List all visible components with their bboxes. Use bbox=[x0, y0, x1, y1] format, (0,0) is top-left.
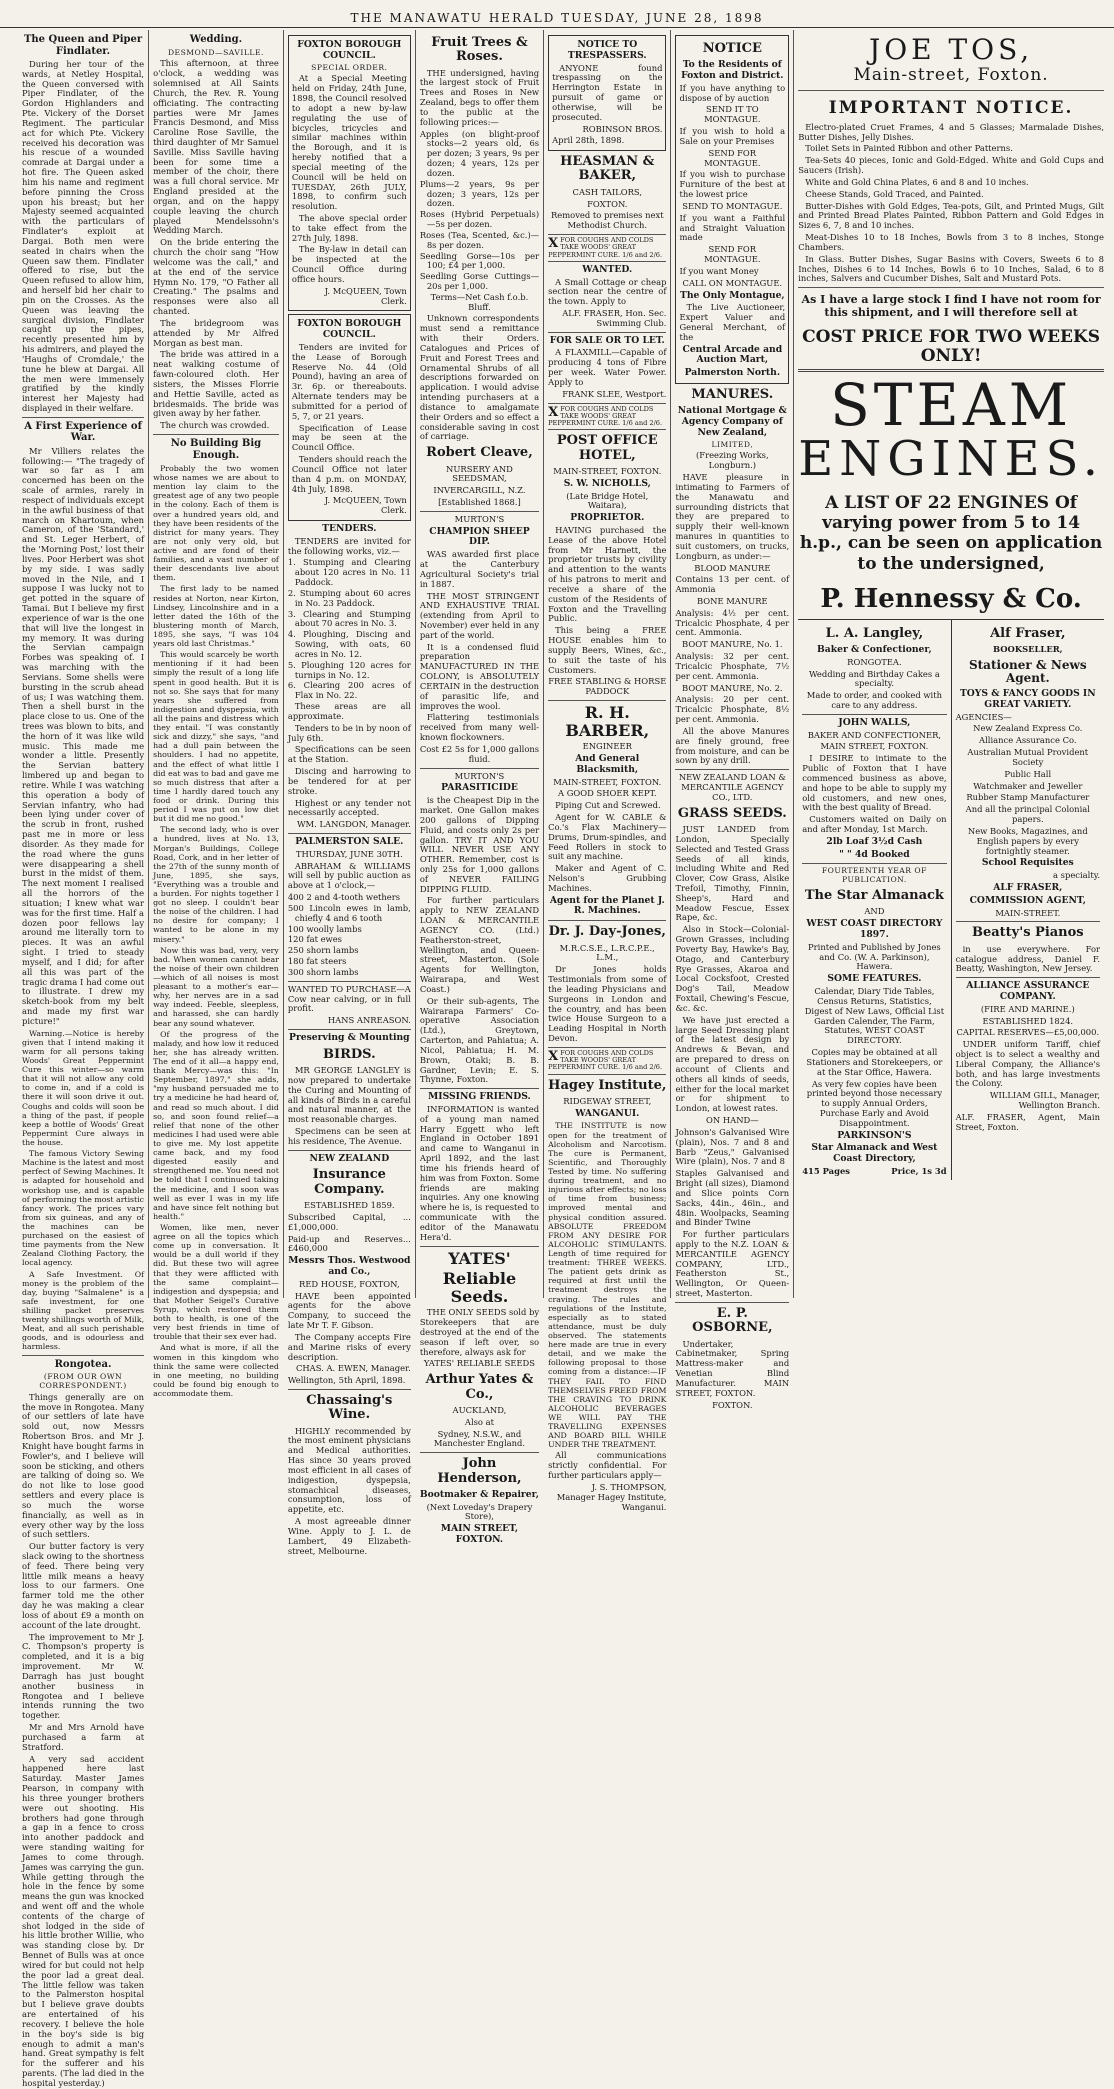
advert-day-jones: Dr. J. Day-Jones, M.R.C.S.E., L.R.C.P.E., L.M., Dr Jones holds Testimonials from some of the leading Physicians and Surgeons in London and the country, and has been twice House Surgeon to a Leading Hospital in North Devon. bbox=[548, 924, 667, 1043]
article-text: The second lady, who is over a hundred, lives at No. 13, Morgan's Buildings, College Road, Cork, and in her letter of the 27th of the sunny month of June, 1895, she says, "Everything was a trouble and a burden. For nights together I got no sleep. I couldn't bear the noise of the children. I had no desire for company; I wanted to be alone in my misery." bbox=[153, 825, 279, 944]
column-4 bbox=[415, 30, 543, 1545]
advert-flaxmill: FOR SALE OR TO LET. A FLAXMILL—Capable of producing 4 tons of Fibre per week. Water Power. Apply to FRANK SLEE, Westport. bbox=[548, 334, 667, 399]
column-5 bbox=[543, 30, 670, 1512]
list-item: 400 2 and 4-tooth wethers bbox=[287, 892, 401, 903]
list-item: Rubber Stamp Manufacturer bbox=[966, 792, 1090, 803]
list-item: 3. Clearing and Stumping about 70 acres in No. 3. bbox=[287, 608, 411, 629]
advert-wanted-cottage: WANTED. A Small Cottage or cheap section near the centre of the town. Apply to ALF. FRASER, Hon. Sec. Swimming Club. bbox=[548, 263, 667, 328]
list-item: Seedling Gorse Cuttings—20s per 1,000. bbox=[419, 271, 540, 291]
advert-borough-tenders: FOXTON BOROUGH COUNCIL. Tenders are invited for the Lease of Borough Reserve No. 44 (Old Pound), having an area of 3r. 6p. or thereabouts. Alternate tenders may be submitted for a period of 5, 7, or 21 years. Specification of Lease may be seen at the Council Office. Tenders should reach the Council Office not later than 4 p.m. on MONDAY, 4th July, 1898. J. McQUEEN, Town Clerk. bbox=[288, 314, 411, 521]
article-text: Mr and Mrs Arnold have purchased a farm at Stratford. bbox=[22, 1722, 145, 1752]
advert-joe-tos: JOE TOS, Main-street, Foxton. IMPORTANT NOTICE. Electro-plated Cruet Frames, 4 and 5 Glasses; Marmalade Dishes, Butter Dishes, Jelly Dishes. Toilet Sets in Painted Ribbon and other Patterns. Tea-Sets 40 pieces, Ionic and Gold-Edged. White and Gold Cups and Saucers (Irish). White and Gold China Plates, 6 and 8 and 10 inches. Cheese Stands, Gold Traced, and Painted. Butter-Dishes with Gold Edges, Tea-pots, Gilt, and Printed Mugs, Gilt and Printed Bread Plates Painted, Ribbon Pattern and Gold Edges in Sizes 6, 7, 8 and 10 inches. Meat-Dishes 10 to 18 Inches, Bowls from 3 to 8 inches, Stonge Chambers. In Glass. Butter Dishes, Sugar Basins with Covers, Sweets 6 to 8 Inches, Dishes 6 to 14 Inches, Bowls 6 to 10 Inches, Salad, 6 to 8 inches, Salvers and Cucumber Dishes, Salt and Mustard Pots. As I have a large stock I find I have not room for this shipment, and I will therefore sell at COST PRICE FOR TWO WEEKS ONLY! bbox=[798, 33, 1104, 366]
advert-missing-friends: MISSING FRIENDS. INFORMATION is wanted of a young man named Harry Eggett who left England in October 1891 and came to Wanganui in April 1892, and the last time his friends heard of him was from Foxton. Some friends are making inquiries. Any one knowing where he is, is requested to communicate with the editor of the Manawatu Hera'd. bbox=[419, 1091, 540, 1242]
advert-wine: Chassaing's Wine. HIGHLY recommended by the most eminent physicians and Medical authorities. Has since 30 years proved most efficient in all cases of indigestion, dyspepsia, stomachical diseases, consumption, loss of appetite, etc. A most agreeable dinner Wine. Apply to J. L. de Lambert, 49 Elizabeth-street, Melbourne. bbox=[287, 1393, 411, 1556]
article-text: The first lady to be named resides at Norton, near Kirton, Lindsey, Lincolnshire and in a letter dated the 16th of the blustering month of March, 1895, she says, "I was 104 years old last Christmas." bbox=[153, 584, 279, 649]
article-text: This afternoon, at three o'clock, a wedding was solemnised at All Saints Church, the Rev. R. Young officiating. The contracting parties were Mr James Francis Desmond, and Miss Caroline Rose Saville, the third daughter of Mr Samuel Saville. Miss Saville having been for some time a member of the choir, there was a full choral service. Mr England presided at the organ, and on the happy couple leaving the church played Mendelssohn's Wedding March. bbox=[153, 58, 279, 236]
list-item: 6. Clearing 200 acres of Flax in No. 22. bbox=[287, 680, 411, 701]
article-text: A very sad accident happened here last Saturday. Master James Pearson, in company with his three younger brothers were out shooting. His brothers had gone through a gap in a fence to cross into another paddock and were standing waiting for James to come through. James was carrying the gun. While getting through the hole in the fence by some means the gun was knocked and went off and the whole contents of the charge of shot lodged in the side of his little brother Willie, who was standing close by. Dr Bennet of Bulls was at once wired for but could not help the poor lad a great deal. The little fellow was taken to the Palmerston hospital but I believe grave doubts are entertained of his recovery. I believe the hole in the boy's side is big enough to admit a man's hand. Great sympathy is felt for the sufferer and his parents. (The lad died in the hospital yesterday.) bbox=[22, 1753, 145, 2088]
article-text: Of the progress of the malady, and how low it reduced her, she has already written. The end of it all—a happy end, thank Mercy—was this: "In September, 1897," she adds, "my husband persuaded me to try a medicine he had heard of, and read so much about. I did so, and soon found relief—a relief that none of the other medicines I had used were able to give me. My lost appetite came back, and my food digested easily and strengthened me. You need not be told that I continued taking the medicine, and I soon was well as ever I was in my life and have since felt nothing but health." bbox=[153, 1029, 279, 1221]
column-1 bbox=[22, 30, 148, 2088]
advert-osborne: E. P. OSBORNE, Undertaker, Cabinetmaker, Spring Mattress-maker and Venetian Blind Manufacturer. MAIN STREET, FOXTON. FOXTON. bbox=[675, 1305, 790, 1410]
advert-fruit-trees: Fruit Trees & Roses. THE undersigned, having the largest stock of Fruit Trees and Roses in New Zealand, begs to offer them to the public at the following prices:— Apples (on blight-proof stocks—2 years old, 6s per dozen; 3 years, 9s per dozen; 4 years, 12s per dozen. Plums—2 years, 9s per dozen; 3 years, 12s per dozen. Roses (Hybrid Perpetuals)—5s per dozen. Roses (Tea, Scented, &c.)—8s per dozen. Seedling Gorse—10s per 100; £4 per 1,000. Seedling Gorse Cuttings—20s per 1,000. Terms—Net Cash f.o.b. Bluff. Unknown correspondents must send a remittance with their Orders. Catalogues and Prices of Fruit and Forest Trees and Ornamental Shrubs of all descriptions forwarded on application. I would advise intending purchasers at a distance to amalgamate their Orders and so effect a considerable saving in cost of carriage. Robert Cleave, NURSERY AND SEEDSMAN, INVERCARGILL, N.Z. [Established 1868.] bbox=[419, 35, 540, 508]
article-text: Warning.—Notice is hereby given that I intend making it warm for all persons taking Woods' Great Peppermint Cure this winter—so warm that it will not allow any cold to come in, and if a cold is there it will soon drive it out. Coughs and colds will soon be a thing of the past, if people keep a bottle of Woods' Great Peppermint Cure always in the house. bbox=[22, 1028, 145, 1147]
column-2 bbox=[148, 30, 283, 1398]
list-item: 500 Lincoln ewes in lamb, chiefly 4 and 6 tooth bbox=[287, 902, 411, 923]
list-item: Seedling Gorse—10s per 100; £4 per 1,000. bbox=[419, 250, 540, 271]
article-text: The famous Victory Sewing Machine is the latest and most perfect of Sewing Machines. It is adapted for household and workshop use, and is capable of performing the most artistic fancy work. The prices vary from six guineas, and any of the machines can be purchased on the easiest of time payments from the New Zealand Clothing Factory, the local agency. bbox=[22, 1149, 145, 1268]
advert-manures: MANURES. National Mortgage & Agency Company of New Zealand, LIMITED, (Freezing Works, Longburn.) HAVE pleasure in intimating to Farmers of the Manawatu and surrounding districts that they are prepared to supply their well-known manures in quantities to suit customers, on trucks, Longburn, as under:— BLOOD MANURE Contains 13 per cent. of Ammonia BONE MANURE Analysis: 4½ per cent. Tricalcic Phosphate, 4 per cent. Ammonia. BOOT MANURE, No. 1. Analysis: 32 per cent. Tricalcic Phosphate, 7½ per cent. Ammonia. BOOT MANURE, No. 2. Analysis: 20 per cent. Tricalcic Phosphate, 8½ per cent. Ammonia. All the above Manures are finely ground, free from moisture, and can be sown by any drill. bbox=[675, 386, 790, 766]
list-item: Watchmaker and Jeweller bbox=[973, 780, 1083, 791]
article-title: No Building Big Enough. bbox=[170, 438, 262, 461]
peppermint-stripe: XFOR COUGHS AND COLDS TAKE WOODS' GREAT PEPPERMINT CURE. 1/6 and 2/6. bbox=[548, 1047, 666, 1075]
article-text: Our butter factory is very slack owing to the shortness of feed. There being very little milk means a heavy loss to our farmers. One farmer told me the other day he was making a clear loss of about £9 a month on account of the late drought. bbox=[22, 1541, 145, 1630]
column-7 bbox=[793, 30, 1104, 1298]
advert-post-office-hotel: POST OFFICE HOTEL, MAIN-STREET, FOXTON. S. W. NICHOLLS, (Late Bridge Hotel, Waitara), PROPRIETOR. HAVING purchased the Lease of the above Hotel from Mr Harnett, the proprietor trusts by civility and attention to the wants of his patrons to merit and receive a share of the custom of the Residents of Foxton and the Travelling Public. This being a FREE HOUSE enables him to supply Beers, Wines, &c., to suit the taste of his Customers. FREE STABLING & HORSE PADDOCK bbox=[548, 433, 667, 697]
list-item: Roses (Tea, Scented, &c.)—8s per dozen. bbox=[419, 229, 540, 250]
list-item: Roses (Hybrid Perpetuals)—5s per dozen. bbox=[419, 209, 540, 230]
masthead: THE MANAWATU HERALD TUESDAY, JUNE 28, 1898 bbox=[0, 0, 1114, 28]
article-text: The bride was attired in a neat walking costume of fawn-coloured cloth. Her sisters, the Misses Florrie and Hettie Saville, acted as bridesmaids. The bride was given away by her father. bbox=[153, 349, 279, 419]
article-text: And what is more, if all the women in this kingdom who think the same were collected in one meeting, no building could be found big enough to accommodate them. bbox=[153, 1343, 279, 1398]
list-item: 180 fat steers bbox=[287, 956, 347, 967]
article-title: The Queen and Piper Findlater. bbox=[23, 34, 143, 57]
list-item: New Zealand Express Co. bbox=[973, 723, 1083, 734]
peppermint-stripe: XFOR COUGHS AND COLDS TAKE WOODS' GREAT PEPPERMINT CURE. 1/6 and 2/6. bbox=[548, 403, 666, 431]
article-text: On the bride entering the church the choir sang "How welcome was the call," and at the end of the service Hymn No. 179, "O Father all Creating." The psalms and responses were also all chanted. bbox=[153, 237, 279, 317]
advert-barber: R. H. BARBER, ENGINEER And General Blacksmith, MAIN-STREET, FOXTON. A GOOD SHOER KEPT. Piping Cut and Screwed. Agent for W. CABLE & Co.'s Flax Machinery—Drums, Drum-spindles, and Feed Rollers in stock to suit any machine. Maker and Agent of C. Nelson's Grubbing Machines. Agent for the Planet J. R. Machines. bbox=[548, 703, 667, 917]
peppermint-stripe: XFOR COUGHS AND COLDS TAKE WOODS' GREAT PEPPERMINT CURE. 1/6 and 2/6. bbox=[548, 234, 666, 262]
article-text: This would scarcely be worth mentioning if it had been simply the result of a long life spent in good health. But it is not so. She says that for many years she suffered from indigestion and dyspepsia, with all the pains and distress which they entail. "I was constantly sick and dizzy," she says, "and had a dull pain between the shoulders. I had no appetite, and the effect of what little I did eat was to bad and gave me so much distress that after a time I hardly dared touch any food or drink. During this period I was put on low diet but it did me no good." bbox=[153, 650, 279, 824]
list-item: Apples (on blight-proof stocks—2 years old, 6s per dozen; 3 years, 9s per dozen; 4 years, 12s per dozen. bbox=[419, 128, 540, 178]
list-item: Alliance Assurance Co. bbox=[979, 735, 1077, 746]
lower-right-adverts: Alf Fraser, BOOKSELLER, Stationer & News Agent. TOYS & FANCY GOODS IN GREAT VARIETY. AGENCIES— New Zealand Express Co. Alliance Assurance Co. Australian Mutual Provident Society Public Hall Watchmaker and Jeweller Rubber Stamp Manufacturer And all the principal Colonial papers. New Books, Magazines, and English papers by every fortnightly steamer. School Requisites a specialty. ALF FRASER, COMMISSION AGENT, MAIN-STREET. Beatty's Pianos in use everywhere. For catalogue address, Daniel F. Beatty, Washington, New Jersey. ALLIANCE ASSURANCE COMPANY. (FIRE AND MARINE.) ESTABLISHED 1824. CAPITAL RESERVES—£5,00,000. UNDER uniform Tariff, chief object is to select a wealthy and Liberal Company, the Alliance's both, and has large investments the Colony. WILLIAM GILL, Manager, Wellington Branch. ALF. FRASER, Agent, Main Street, Foxton. bbox=[951, 620, 1104, 1180]
advert-birds: Preserving & Mounting BIRDS. MR GEORGE LANGLEY is now prepared to undertake the Curing and Mounting of all kinds of Birds in a careful and natural manner, at the most reasonable charges. Specimens can be seen at his residence, The Avenue. bbox=[287, 1032, 411, 1146]
article-text: The church was crowded. bbox=[160, 420, 270, 431]
article-text: Things generally are on the move in Rongotea. Many of our settlers of late have sold out, now Messrs Robertson Bros. and Mr J. Knight have bought farms in Fowler's, and I believe will soon be sticking, and others are talking of doing so. We do not like to lose good settlers and every place is so much the worse financially, as well as in every other way by the loss of such settlers. bbox=[22, 1391, 145, 1540]
list-item: 250 shorn lambs bbox=[287, 945, 359, 956]
advert-tailors: HEASMAN & BAKER, CASH TAILORS, FOXTON. Removed to premises next Methodist Church. bbox=[550, 154, 664, 231]
subheading: DESMOND—SAVILLE. bbox=[167, 47, 264, 57]
advert-trespassers: NOTICE TO TRESPASSERS. ANYONE found trespassing on the Herrington Estate in pursuit of game or otherwise, will be prosecuted. ROBINSON BROS. April 28th, 1898. bbox=[548, 35, 666, 151]
advert-borough-special-order: FOXTON BOROUGH COUNCIL. SPECIAL ORDER. At a Special Meeting held on Friday, 24th June, 1898, the Council resolved to adopt a new by-law regulating the use of bicycles, tricycles and similar machines within the Borough, and it is hereby notified that a special meeting of the Council will be held on TUESDAY, 26th JULY, 1898, to confirm such resolution. The above special order to take effect from the 27th July, 1898. The By-law in detail can be inspected at the Council Office during office hours. J. McQUEEN, Town Clerk. bbox=[288, 35, 411, 311]
list-item: 1. Stumping and Clearing about 120 acres in No. 11 Paddock. bbox=[287, 557, 411, 588]
list-item: Public Hall bbox=[1004, 768, 1052, 779]
article-text: The bridegroom was attended by Mr Alfred Morgan as best man. bbox=[153, 317, 279, 348]
article-text: Now this was bad, very, very bad. When women cannot bear the noise of their own children—which of all noises is most pleasant to a mother's ear—why, her nerves are in a sad way indeed. Feeble, sleepless, and harassed, she can hardly bear any sound whatever. bbox=[153, 945, 279, 1028]
article-title: Wedding. bbox=[189, 34, 243, 45]
advert-steam-engines: STEAM ENGINES. A LIST OF 22 ENGINES Of varying power from 5 to 14 h.p., can be seen on application to the undersigned, P. Hennessy & Co. bbox=[798, 371, 1104, 615]
lower-adverts bbox=[798, 619, 1104, 1180]
column-6 bbox=[670, 30, 793, 1410]
advert-insurance: NEW ZEALAND Insurance Company. ESTABLISHED 1859. Subscribed Capital, ... £1,000,000. Paid-up and Reserves... £460,000 Messrs Thos. Westwood and Co., RED HOUSE, FOXTON, HAVE been appointed agents for the above Company, to succeed the late Mr T. F. Gibson. The Company accepts Fire and Marine risks of every description. CHAS. A. EWEN, Manager. Wellington, 5th April, 1898. bbox=[287, 1152, 411, 1386]
advert-hagey-institute: Hagey Institute, RIDGEWAY STREET, WANGANUI. THE INSTITUTE is now open for the treatment of Alcoholism and Narcotism. The cure is Permanent, Scientific, and Thoroughly Tested by time. No suffering during treatment, and no injurious after effects; no loss of time from business; improved mental and physical condition assured. ABSOLUTE FREEDOM FROM ANY DESIRE FOR ALCOHOLIC STIMULANTS. Length of time required for treatment: THREE WEEKS. The patient gets drink as required at first until the treatment destroys the craving. The rules and regulations of the Institute, especially as to stated attendance, must be duly observed. The statements here made are true in every detail, and we make the following proposal to those coming from a distance:—IF THEY FAIL TO FIND THEMSELVES FREED FROM THE CRAVING TO DRINK ALCOHOLIC BEVERAGES WE WILL PAY THE TRAVELLING EXPENSES AND BOARD BILL WHILE UNDER THE TREATMENT. All communications strictly confidential. For further particulars apply— J. S. THOMPSON, Manager Hagey Institute, Wanganui. bbox=[548, 1077, 667, 1512]
article-text: Women, like men, never agree on all the topics which come up in conversation. It would be a dull world if they did. But these two will agree that they were afflicted with the same complaint—indigestion and dyspepsia; and that Mother Seigel's Curative Syrup, which restored them both to health, is one of the very best friends in time of trouble that their sex ever had. bbox=[153, 1222, 279, 1342]
advert-yates-seeds: YATES' Reliable Seeds. THE ONLY SEEDS sold by Storekeepers that are destroyed at the end of the season if left over, so therefore, always ask for YATES' RELIABLE SEEDS Arthur Yates & Co., AUCKLAND, Also at Sydney, N.S.W., and Manchester England. bbox=[419, 1248, 540, 1449]
article-text: The improvement to Mr J. C. Thompson's property is completed, and it is a big improvement. Mr W. Darragh has just bought another business in Rongotea and I believe intends running the two together. bbox=[22, 1631, 145, 1721]
article-text: Probably the two women whose names we are about to mention lay claim to the greatest age of any two people in the colony. Each of them is over a hundred years old, and they have been residents of the district for many years. They are not only very old, but active and are fond of their families, and a vast number of their descendants live about them. bbox=[153, 464, 279, 583]
list-item: 5. Ploughing 120 acres for turnips in No. 12. bbox=[287, 659, 411, 680]
advert-sheep-dip: MURTON'S CHAMPION SHEEP DIP. WAS awarded first place at the Canterbury Agricultural Society's trial in 1887. THE MOST STRINGENT AND EXHAUSTIVE TRIAL (extending from April to November) ever held in any part of the world. It is a condensed fluid preparation MANUFACTURED IN THE COLONY, is ABSOLUTELY CERTAIN in the destruction of parasitic life, and improves the wool. Flattering testimonials received from many well-known flockowners. Cost £2 5s for 1,000 gallons fluid. bbox=[419, 513, 540, 764]
advert-montague: NOTICE To the Residents of Foxton and District. If you have anything to dispose of by auction SEND IT TO MONTAGUE. If you wish to hold a Sale on your Premises SEND FOR MONTAGUE. If you wish to purchase Furniture of the best at the lowest price SEND TO MONTAGUE. If you want a Faithful and Straight Valuation made SEND FOR MONTAGUE. If you want Money CALL ON MONTAGUE. The Only Montague, The Live Auctioneer, Expert Valuer and General Merchant, of the Central Arcade and Auction Mart, Palmerston North. bbox=[675, 35, 789, 384]
article-text: Mr Villiers relates the following:— "The tragedy of war so far as I am concerned has been on the scale of armies, rarely in respect of individuals except in the awful business of that march on Khartoum, when Cameron, of the 'Standard,' and St. Leger Herbert, of the 'Morning Post,' lost their lives. Poor Herbert was shot by my side. I was sadly moved in the Nile, and I suppose I was lucky not to get potted in the square of Tamai. But I believe my first experience of war is the one that will live the longest in my memory. It was during the Servian campaign Forbes was speaking of. I was marching with the Servians. Some shells were bursting in the scrub ahead of us; I was watching them. Then a shell burst in the place close to us. One of the trees was blown to bits, and the horn of it was like wild music. This made me wonder a little. Presently the Servian battery limbered up and began to retire. While I was watching this operation a body of Servian infantry, who had been lying under cover of the scrub in front, rushed past me in more or less disorder. As they made for the road where the guns were disappearing a shell burst in the midst of them. The next moment I realised all the horrors of the situation; I knew what war was for the first time. Half a dozen poor fellows lay around me literally torn to pieces. It was an awful sight. I tried to steady myself, and I did; for after all this was part of the tragic drama I had come out to illustrate. I drew my sketch-book from my belt and made my first war picture!" bbox=[22, 445, 145, 1026]
article-text: During her tour of the wards, at Netley Hospital, the Queen conversed with Piper Findlater, of the Gordon Highlanders and Pte. Vickery of the Dorset Regiment. The particular act for which Pte. Vickery received his decoration was his rescue of a wounded comrade at Dargai under a hot fire. The Queen asked him his name and regiment before pinning the Cross upon his breast; but her Majesty seemed acquainted with the particulars of Findlater's exploit at Dargai. Both men were seated in chairs when the Queen saw them. Findlater offered to rise, but the Queen refused to allow him, and herself bid her chair to pin on the Crosses. As the Queen was leaving the surgical division, Findlater caught up the pipes, recently presented him by his admirers, and played the 'Haughs of Cromdale,' the tune he blew at Dargai. All the men were immensely gratified by the kindly interest her Majesty had displayed in their welfare. bbox=[22, 59, 145, 413]
lower-left-adverts: L. A. Langley, Baker & Confectioner, RONGOTEA. Wedding and Birthday Cakes a specialty. Made to order, and cooked with care to any address. JOHN WALLS, BAKER AND CONFECTIONER, MAIN STREET, FOXTON. I DESIRE to intimate to the Public of Foxton that I have commenced business as above, and hope to be able to supply my old customers, and new ones, with the best quality of Bread. Customers waited on Daily on and after Monday, 1st March. 2lb Loaf 3½d Cash " " 4d Booked FOURTEENTH YEAR OF PUBLICATION. The Star Almanack AND WEST COAST DIRECTORY 1897. Printed and Published by Jones and Co. (W. A. Parkinson), Hawera. SOME FEATURES. Calendar, Diary Tide Tables, Census Returns, Statistics, Digest of New Laws, Official List Garden Calender, The Farm, Statutes, WEST COAST DIRECTORY. Copies may be obtained at all Stationers and Storekeepers, or at the Star Office, Hawera. As very few copies have been printed beyond those necessary to supply Annual Orders, Purchase Early and Avoid Disappointment. PARKINSON'S Star Almanack and West Coast Directory, 415 Pages Price, 1s 3d bbox=[802, 625, 947, 1176]
article-title: Rongotea. bbox=[54, 1358, 112, 1370]
column-3 bbox=[283, 30, 415, 1556]
list-item: Plums—2 years, 9s per dozen; 3 years, 12s per dozen. bbox=[419, 178, 540, 209]
advert-parasiticide: MURTON'S PARASITICIDE is the Cheapest Dip in the market. One Gallon makes 200 gallons of Dipping Fluid, and costs only 2s per gallon. TRY IT AND YOU WILL NEVER USE ANY OTHER. Remember, cost is only 25s for 1,000 gallons of NEVER FAILING DIPPING FLUID. For further particulars apply to NEW ZEALAND LOAN & MERCANTILE AGENCY CO. (Ltd.) Featherston-street, Wellington, and Queen-street, Masterton. (Sole Agents for Wellington, Wairarapa, and West Coast.) Or their sub-agents, The Wairarapa Farmers' Co-operative Association (Ltd.), Greytown, Carterton, and Pahiatua; A. Nicol, Pahiatua; H. M. Brown, Otaki; B. B. Gardner, Levin; E. S. Thynne, Foxton. bbox=[419, 770, 540, 1085]
list-item: 300 shorn lambs bbox=[287, 966, 359, 977]
advert-henderson: John Henderson, Bootmaker & Repairer, (Next Loveday's Drapery Store), MAIN STREET, FOXTON. bbox=[419, 1456, 539, 1545]
byline: (FROM OUR OWN CORRESPONDENT.) bbox=[39, 1372, 127, 1390]
list-item: Australian Mutual Provident Society bbox=[967, 747, 1089, 767]
newspaper-page bbox=[22, 30, 1104, 2088]
article-text: A Safe Investment. Of money is the problem of the day, buying "Salmalene" is a safe investment, for one shilling packet preserves twenty shillings worth of Milk, Meat, and all such perishable goods, and is odourless and harmless. bbox=[22, 1269, 145, 1352]
list-item: 2. Stumping about 60 acres in No. 23 Paddock. bbox=[287, 587, 411, 608]
list-item: 120 fat ewes bbox=[287, 934, 342, 945]
list-item: 4. Ploughing, Discing and Sowing, with oats, 60 acres in No. 12. bbox=[287, 629, 411, 659]
article-title: A First Experience of War. bbox=[24, 420, 142, 444]
advert-grass-seeds: NEW ZEALAND LOAN & MERCANTILE AGENCY CO., LTD. GRASS SEEDS. JUST LANDED from London, Specially Selected and Tested Grass Seeds of all kinds, including White and Red Clover, Cow Grass, Alsike Trefoil, Timothy, Finnin, Sheep's, Hard and Meadow Fescue, Essex Rape, &c. Also in Stock—Colonial-Grown Grasses, including Poverty Bay, Hawke's Bay, Otago, and Canterbury Rye Grasses, Akaroa and Local Cocksfoot, Crested Dog's Tail, Meadow Foxtail, Chewing's Fescue, &c. &c. We have just erected a large Seed Dressing plant of the latest design by Andrews & Bevan, and are prepared to dress on account of Clients and others all kinds of seeds, either for the local market or for shipment to London, at lowest rates. ON HAND— Johnson's Galvanised Wire (plain), Nos. 7 and 8 and Barb "Zeus," Galvanised Wire (plain), Nos. 7 and 8 Staples Galvanised and Bright (all sizes), Diamond and Slice points Corn Sacks, 44in., 46in., and 48in. Woolpacks, Seaming and Binder Twine For further particulars apply to the N.Z. LOAN & MERCANTILE AGENCY COMPANY, LTD., Featherston St., Wellington, Or Queen-street, Masterton. bbox=[675, 772, 790, 1299]
advert-tenders: TENDERS. TENDERS are invited for the following works, viz.— 1. Stumping and Clearing about 120 acres in No. 11 Paddock. 2. Stumping about 60 acres in No. 23 Paddock. 3. Clearing and Stumping about 70 acres in No. 3. 4. Ploughing, Discing and Sowing, with oats, 60 acres in No. 12. 5. Ploughing 120 acres for turnips in No. 12. 6. Clearing 200 acres of Flax in No. 22. These areas are all approximate. Tenders to be in by noon of July 6th. Specifications can be seen at the Station. Discing and harrowing to be tendered for at per stroke. Highest or any tender not necessarily accepted. WM. LANGDON, Manager. bbox=[287, 523, 411, 830]
advert-palmerston-sale: PALMERSTON SALE. THURSDAY, JUNE 30TH. ABRAHAM & WILLIAMS will sell by public auction as above at 1 o'clock,— 400 2 and 4-tooth wethers 500 Lincoln ewes in lamb, chiefly 4 and 6 tooth 100 woolly lambs 120 fat ewes 250 shorn lambs 180 fat steers 300 shorn lambs bbox=[287, 836, 411, 977]
list-item: 100 woolly lambs bbox=[287, 923, 362, 934]
advert-wanted-cow: WANTED TO PURCHASE—A Cow near calving, or in full profit. HANS ANREASON. bbox=[287, 983, 411, 1026]
